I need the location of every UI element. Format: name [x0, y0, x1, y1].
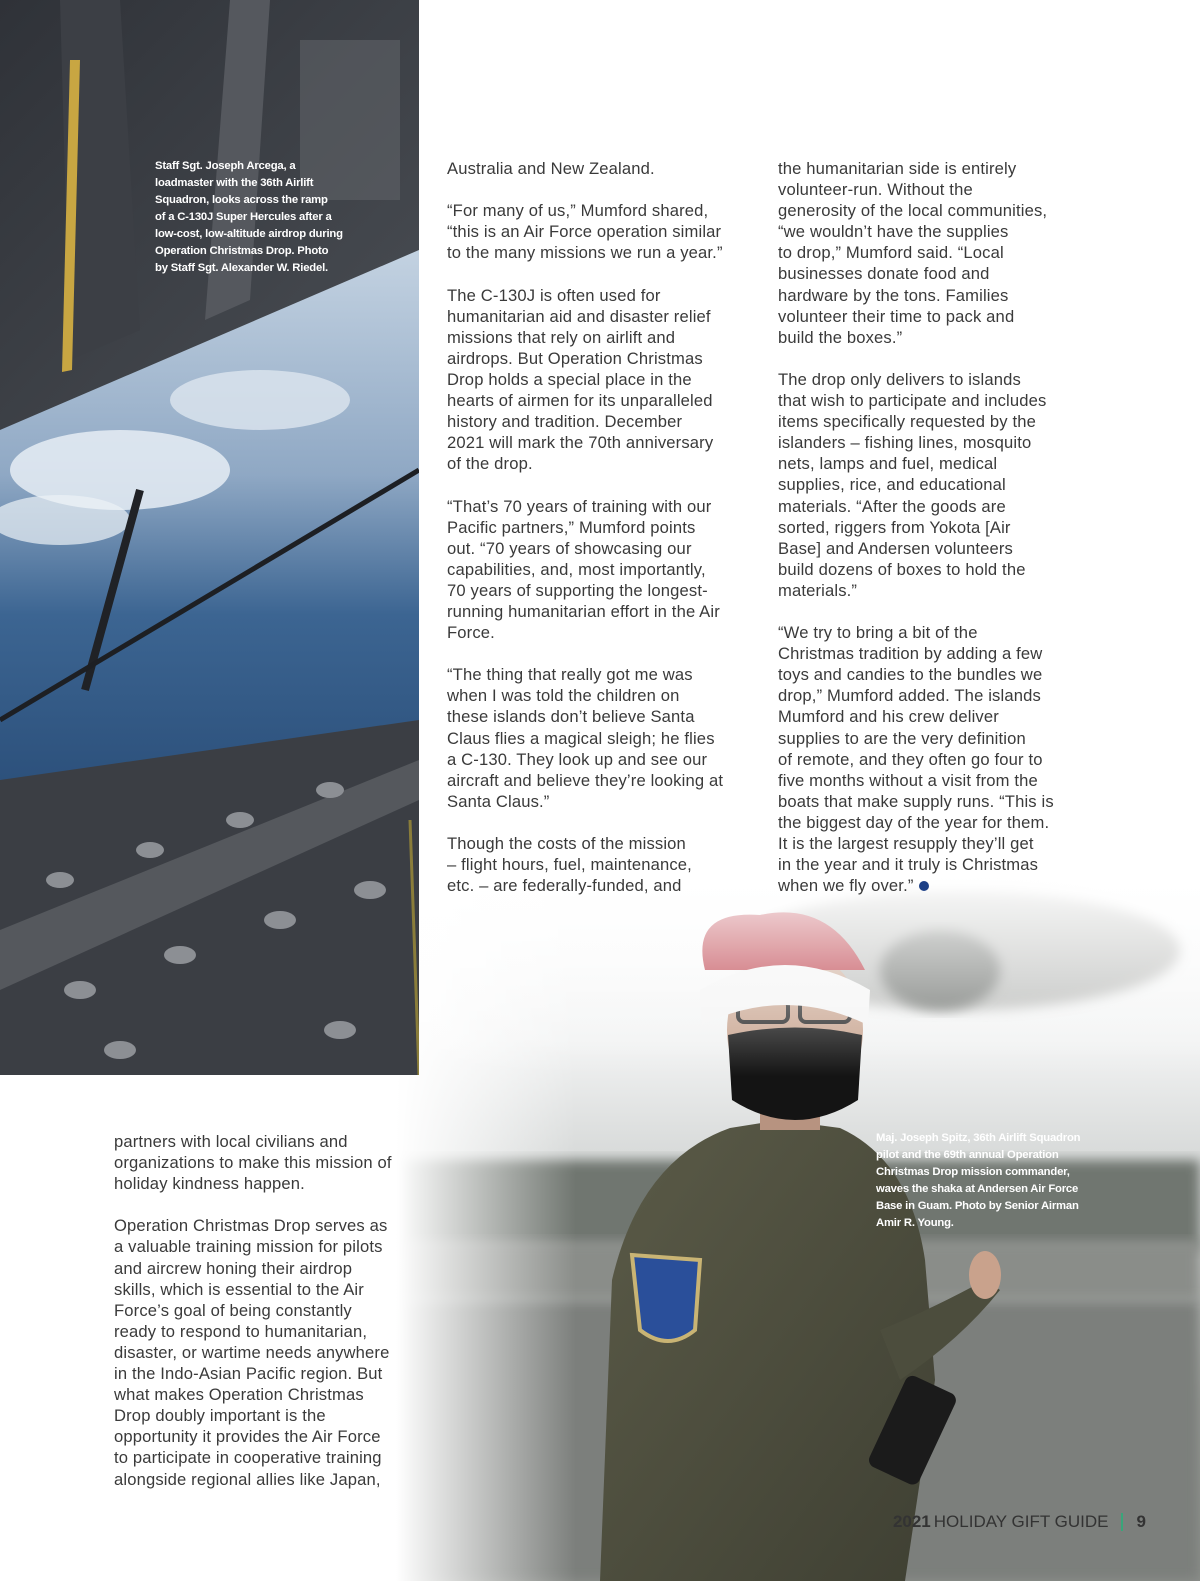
- footer-title: HOLIDAY GIFT GUIDE: [933, 1512, 1109, 1531]
- paragraph: “The thing that really got me was when I was told the children on these islands don’t believe Santa Claus flies a magical sleigh; he flies a C-130. They look up and see our aircraft and believe they’re looking at Santa Claus.”: [447, 665, 724, 811]
- paragraph: “For many of us,” Mumford shared, “this is an Air Force operation similar to the many missions we run a year.”: [447, 201, 723, 263]
- article-column-2: [778, 158, 1078, 917]
- article-column-3: [114, 1131, 426, 1511]
- page-number: 9: [1136, 1512, 1146, 1531]
- paragraph-last-text: “We try to bring a bit of the Christmas tradition by adding a few toys and candies to the bundles we drop,” Mumford added. The islands Mumford and his crew deliver supplies to are the very definition of remote, and they often go four to five months without a visit from the boats that make supply runs. “This is the biggest day of the year for them. It is the largest resupply they’ll get in the year and it truly is Christmas when we fly over.”: [778, 623, 1054, 896]
- paragraph-last: [778, 622, 1078, 896]
- paragraph: Australia and New Zealand.: [447, 159, 655, 178]
- cargo-bay-photo-caption: Staff Sgt. Joseph Arcega, a loadmaster with the 36th Airlift Squadron, looks across the ramp of a C-130J Super Hercules after a low-cost, low-altitude airdrop during Operation Christmas Drop. Photo by Staff Sgt. Alexander W. Riedel.: [155, 160, 343, 274]
- paragraph: the humanitarian side is entirely volunteer-run. Without the generosity of the local communities, “we wouldn’t have the supplies to drop,” Mumford said. “Local businesses donate food and hardware by the tons. Families volunteer their time to pack and build the boxes.”: [778, 159, 1048, 347]
- paragraph: The drop only delivers to islands that wish to participate and includes items specifically requested by the islanders – fishing lines, mosquito nets, lamps and fuel, medical supplies, rice, and educational materials. “After the goods are sorted, riggers from Yokota [Air Base] and Andersen volunteers build dozens of boxes to hold the materials.”: [778, 369, 1047, 600]
- paragraph: partners with local civilians and organizations to make this mission of holiday kindness happen.: [114, 1132, 392, 1194]
- end-of-article-mark: [919, 881, 929, 891]
- paragraph: Though the costs of the mission – flight hours, fuel, maintenance, etc. – are federally-funded, and: [447, 834, 692, 896]
- footer-separator: [1121, 1513, 1123, 1531]
- pilot-photo-caption: Maj. Joseph Spitz, 36th Airlift Squadron pilot and the 69th annual Operation Christmas Drop mission commander, waves the shaka at Andersen Air Force Base in Guam. Photo by Senior Airman Amir R. Young.: [876, 1132, 1081, 1229]
- footer-year: 2021: [892, 1512, 931, 1531]
- paragraph: Operation Christmas Drop serves as a valuable training mission for pilots and aircrew honing their airdrop skills, which is essential to the Air Force’s goal of being constantly ready to respond to humanitarian, disaster, or wartime needs anywhere in the Indo-Asian Pacific region. But what makes Operation Christmas Drop doubly important is the opportunity it provides the Air Force to participate in cooperative training alongside regional allies like Japan,: [114, 1216, 390, 1489]
- article-column-1: [447, 158, 767, 917]
- page-footer: [893, 1512, 1146, 1532]
- paragraph: The C-130J is often used for humanitarian aid and disaster relief missions that rely on airlift and airdrops. But Operation Christmas Drop holds a special place in the hearts of airmen for its unparalleled history and tradition. December 2021 will mark the 70th anniversary of the drop.: [447, 285, 714, 474]
- paragraph: “That’s 70 years of training with our Pacific partners,” Mumford points out. “70 years of showcasing our capabilities, and, most importantly, 70 years of supporting the longest- running humanitarian effort in the Air Force.: [447, 496, 720, 643]
